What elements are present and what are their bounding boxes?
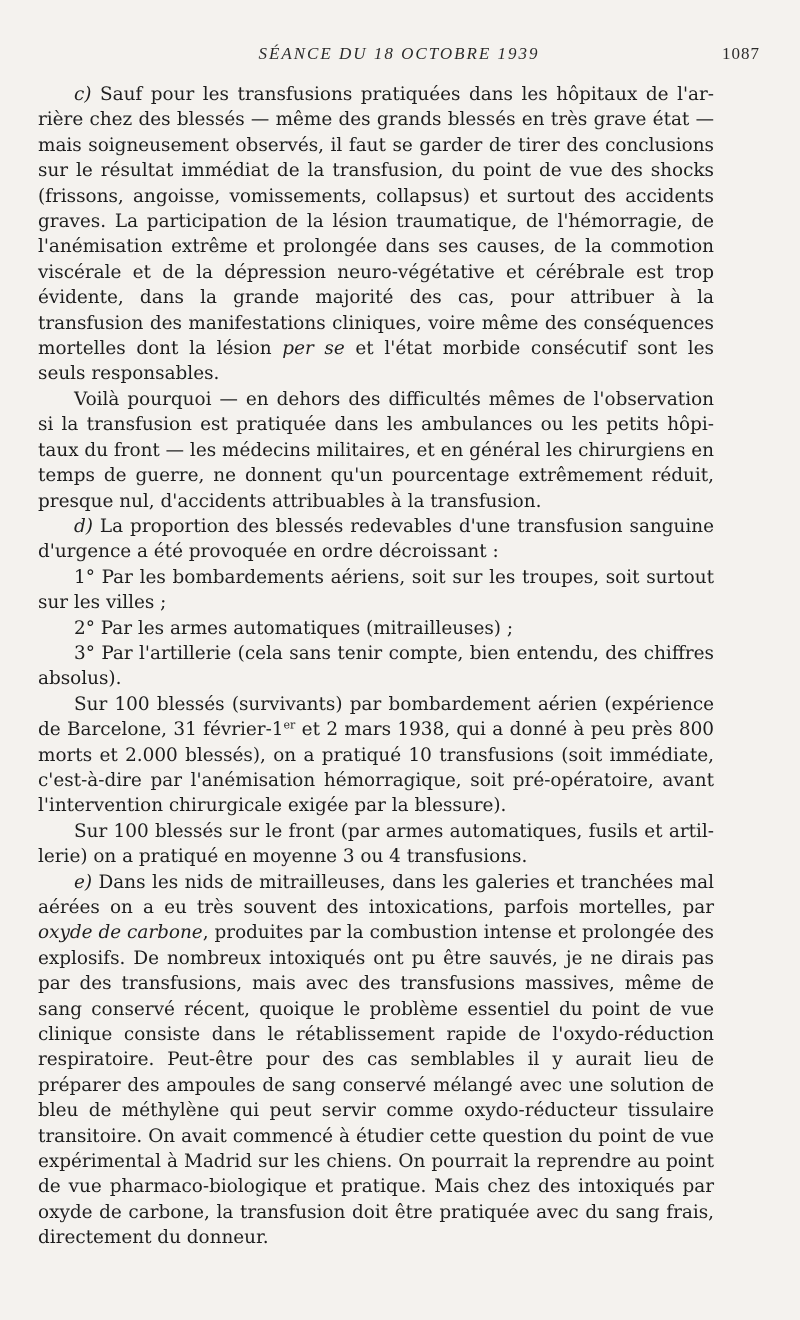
paragraph-c: [38, 82, 714, 387]
body-text: [38, 82, 714, 1251]
paragraph-text: 3° Par l'artillerie (cela sans tenir compte, bien entendu, des chiffres absolus).: [38, 642, 714, 690]
paragraph-e: [38, 870, 714, 1251]
item-label: e): [74, 871, 93, 893]
paragraph-bombardement: [38, 692, 714, 819]
paragraph-text: La proportion des blessés redevables d'une transfusion sanguine d'urgence a été provoquée en ordre décroissant :: [38, 515, 714, 563]
italic-term: oxyde de carbone: [38, 922, 203, 944]
item-label: d): [74, 515, 93, 537]
paragraph-text: Sauf pour les transfusions pratiquées dans les hôpitaux de l'arrière chez des blessés — même des grands blessés en très grave état — mais soigneusement observés, il faut se garder de tirer des conclusions sur le résultat immédiat de la transfusion, du point de vue des shocks (frissons, angoisse, vomissements, collapsus) et surtout des accidents graves. La participation de la lésion traumatique, de l'hémorragie, de l'anémisation extrême et prolongée dans ses causes, de la commotion viscérale et de la dépression neuro-végétative et cérébrale est trop évidente, dans la grande majorité des cas, pour attribuer à la transfusion des manifestations cliniques, voire même des conséquences mortelles dont la lésion: [38, 84, 714, 360]
paragraph-text: 1° Par les bombardements aériens, soit sur les troupes, soit surtout sur les villes ;: [38, 566, 714, 614]
page-number: 1087: [722, 44, 760, 63]
running-header: [38, 44, 760, 68]
paragraph-text: Sur 100 blessés sur le front (par armes automatiques, fusils et artillerie) on a pratiqué en moyenne 3 ou 4 transfusions.: [38, 820, 714, 868]
list-item-1: [38, 565, 714, 616]
paragraph-d: [38, 514, 714, 565]
paragraph-text: , produites par la combustion intense et prolongée des explosifs. De nombreux intoxiqués ont pu être sauvés, je ne dirais pas par des transfusions, mais avec des transfusions massives, même de sang conservé récent, quoique le problème essentiel du point de vue clinique consiste dans le rétablissement rapide de l'oxydo-réduction respiratoire. Peut-être pour des cas semblables il y aurait lieu de préparer des ampoules de sang conservé mélangé avec une solution de bleu de méthylène qui peut servir comme oxydo-réducteur tissulaire transitoire. On avait commencé à étudier cette question du point de vue expérimental à Madrid sur les chiens. On pourrait la reprendre au point de vue pharmaco-biologique et pratique. Mais chez des intoxiqués par oxyde de carbone, la transfusion doit être pratiquée avec du sang frais, directement du donneur.: [38, 922, 714, 1249]
paragraph-text: Sur 100 blessés (survivants) par bombardement aérien (expérience de Barcelone, 31 février-1: [38, 693, 714, 741]
superscript: er: [283, 718, 296, 732]
paragraph-text: et l'état morbide consécutif sont les seuls responsables.: [38, 338, 714, 385]
paragraph-voila: [38, 387, 714, 514]
item-label: c): [74, 84, 92, 105]
paragraph-text: et 2 mars 1938, qui a donné à peu près 800 morts et 2.000 blessés), on a pratiqué 10 transfusions (soit immédiate, c'est-à-dire par l'anémisation hémorragique, soit pré-opératoire, avant l'intervention chirurgicale exigée par la blessure).: [38, 719, 714, 817]
list-item-2: [38, 616, 714, 641]
paragraph-text: Dans les nids de mitrailleuses, dans les galeries et tranchées mal aérées on a eu très souvent des intoxications, parfois mortelles, par: [38, 871, 714, 918]
paragraph-front: [38, 819, 714, 870]
list-item-3: [38, 641, 714, 692]
italic-term: per se: [282, 338, 345, 360]
header-title: SÉANCE DU 18 OCTOBRE 1939: [258, 44, 540, 63]
paragraph-text: Voilà pourquoi — en dehors des difficultés mêmes de l'observation si la transfusion est pratiquée dans les ambulances ou les petits hôpitaux du front — les médecins militaires, et en général les chirurgiens en temps de guerre, ne donnent qu'un pourcentage extrêmement réduit, presque nul, d'accidents attribuables à la transfusion.: [38, 388, 714, 512]
paragraph-text: 2° Par les armes automatiques (mitrailleuses) ;: [74, 617, 514, 639]
